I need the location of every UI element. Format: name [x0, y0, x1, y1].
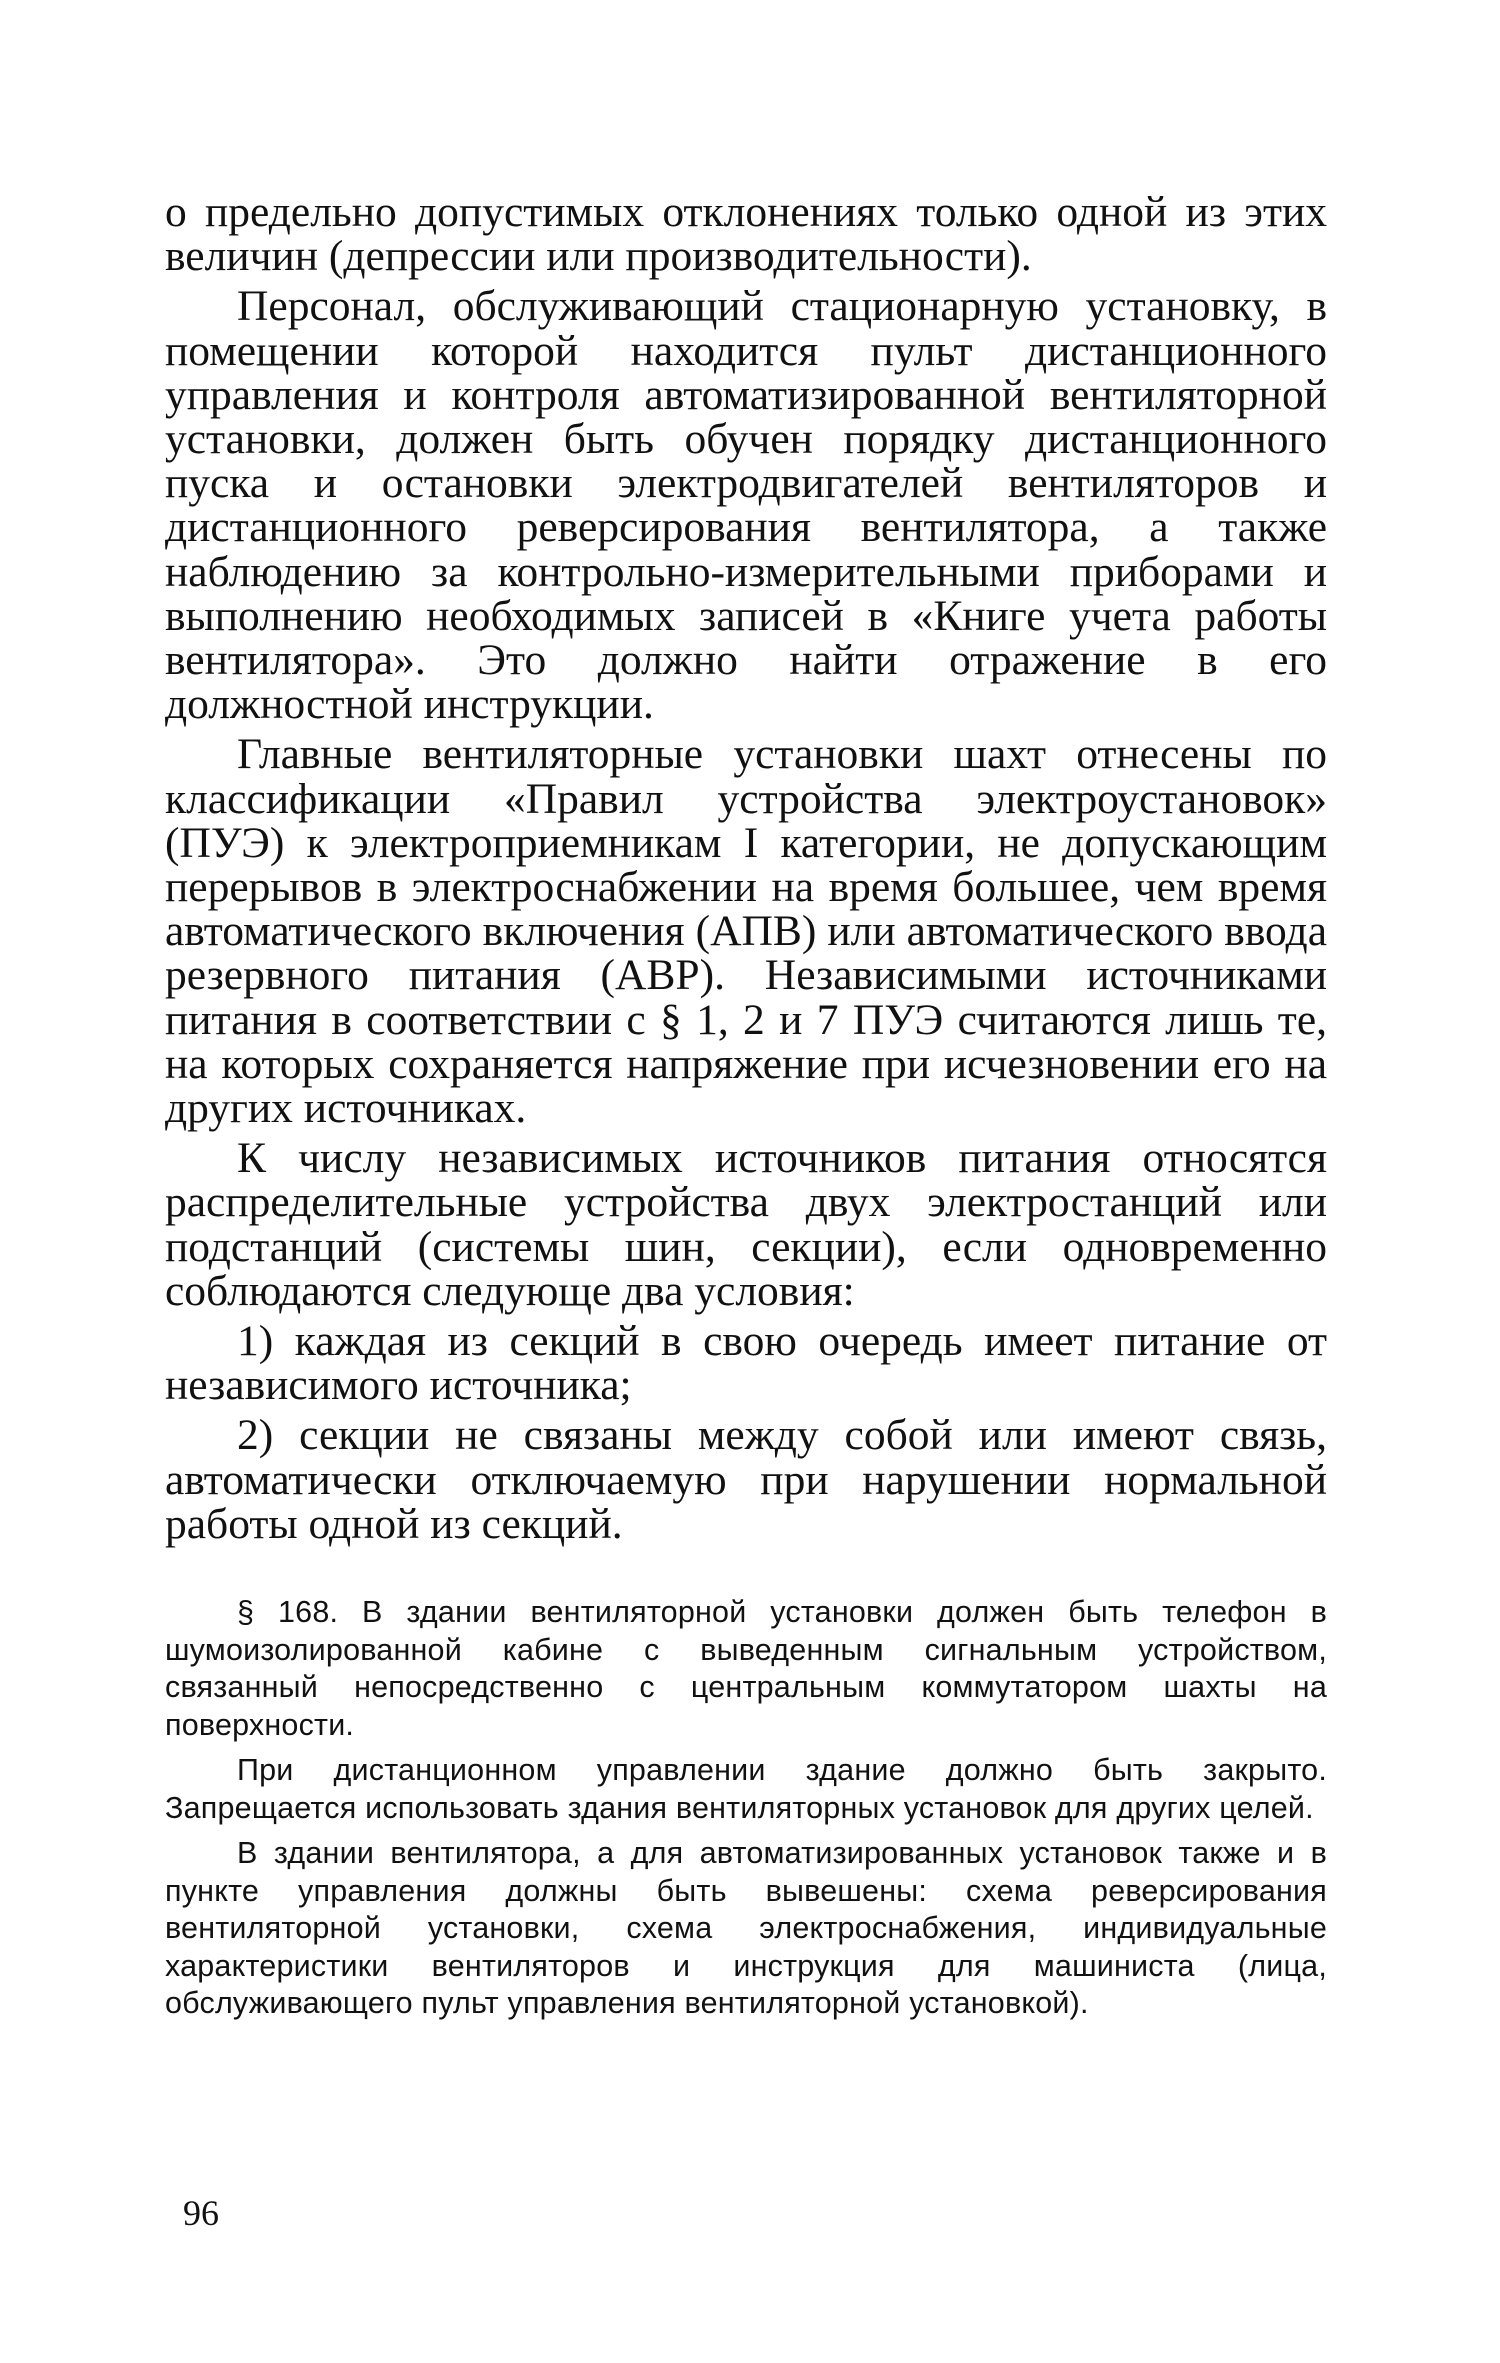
section-168: [165, 1594, 1327, 2023]
page-number: 96: [183, 2193, 219, 2233]
paragraph-personnel: Персонал, обслуживающий стационарную установку, в помещении которой находится пульт дистанционного управления и контроля автоматизированной вентиляторной установки, должен быть обучен порядку дистанционного пуска и остановки электродвигателей вентиляторов и дистанционного реверсирования вентилятора, а также наблюдению за контрольно-измерительными приборами и выполнению необходимых записей в «Книге учета работы вентилятора». Это должно найти отражение в его должностной инструкции.: [165, 282, 1327, 729]
list-item-condition-2: 2) секции не связаны между собой или имеют связь, автоматически отключаемую при нарушении нормальной работы одной из секций.: [165, 1411, 1327, 1548]
section-168-remote-control: При дистанционном управлении здание должно быть закрыто. Запрещается использовать здания вентиляторных установок для других целей.: [165, 1753, 1327, 1825]
document-page: [165, 190, 1327, 2023]
list-item-condition-1: 1) каждая из секций в свою очередь имеет питание от независимого источника;: [165, 1317, 1327, 1410]
paragraph-independent-sources: К числу независимых источников питания относятся распределительные устройства двух электростанций или подстанций (системы шин, секции), если одновременно соблюдаются следующе два условия:: [165, 1134, 1327, 1315]
section-168-telephone: § 168. В здании вентиляторной установки должен быть телефон в шумоизолированной кабине с выведенным сигнальным устройством, связанный непосредственно с центральным коммутатором шахты на поверхности.: [165, 1595, 1327, 1742]
paragraph-main-installations: Главные вентиляторные установки шахт отнесены по классификации «Правил устройства электроустановок» (ПУЭ) к электроприемникам I категории, не допускающим перерывов в электроснабжении на время большее, чем время автоматического включения (АПВ) или автоматического ввода резервного питания (АВР). Независимыми источниками питания в соответствии с § 1, 2 и 7 ПУЭ считаются лишь те, на которых сохраняется напряжение при исчезновении его на других источниках.: [165, 730, 1327, 1133]
section-168-posted-schemes: В здании вентилятора, а для автоматизированных установок также и в пункте управления должны быть вывешены: схема реверсирования вентиляторной установки, схема электроснабжения, индивидуальные характеристики вентиляторов и инструкция для машиниста (лица, обслуживающего пульт управления вентиляторной установкой).: [165, 1836, 1327, 2021]
paragraph-continuation: о предельно допустимых отклонениях только одной из этих величин (депрессии или производительности).: [165, 188, 1327, 281]
